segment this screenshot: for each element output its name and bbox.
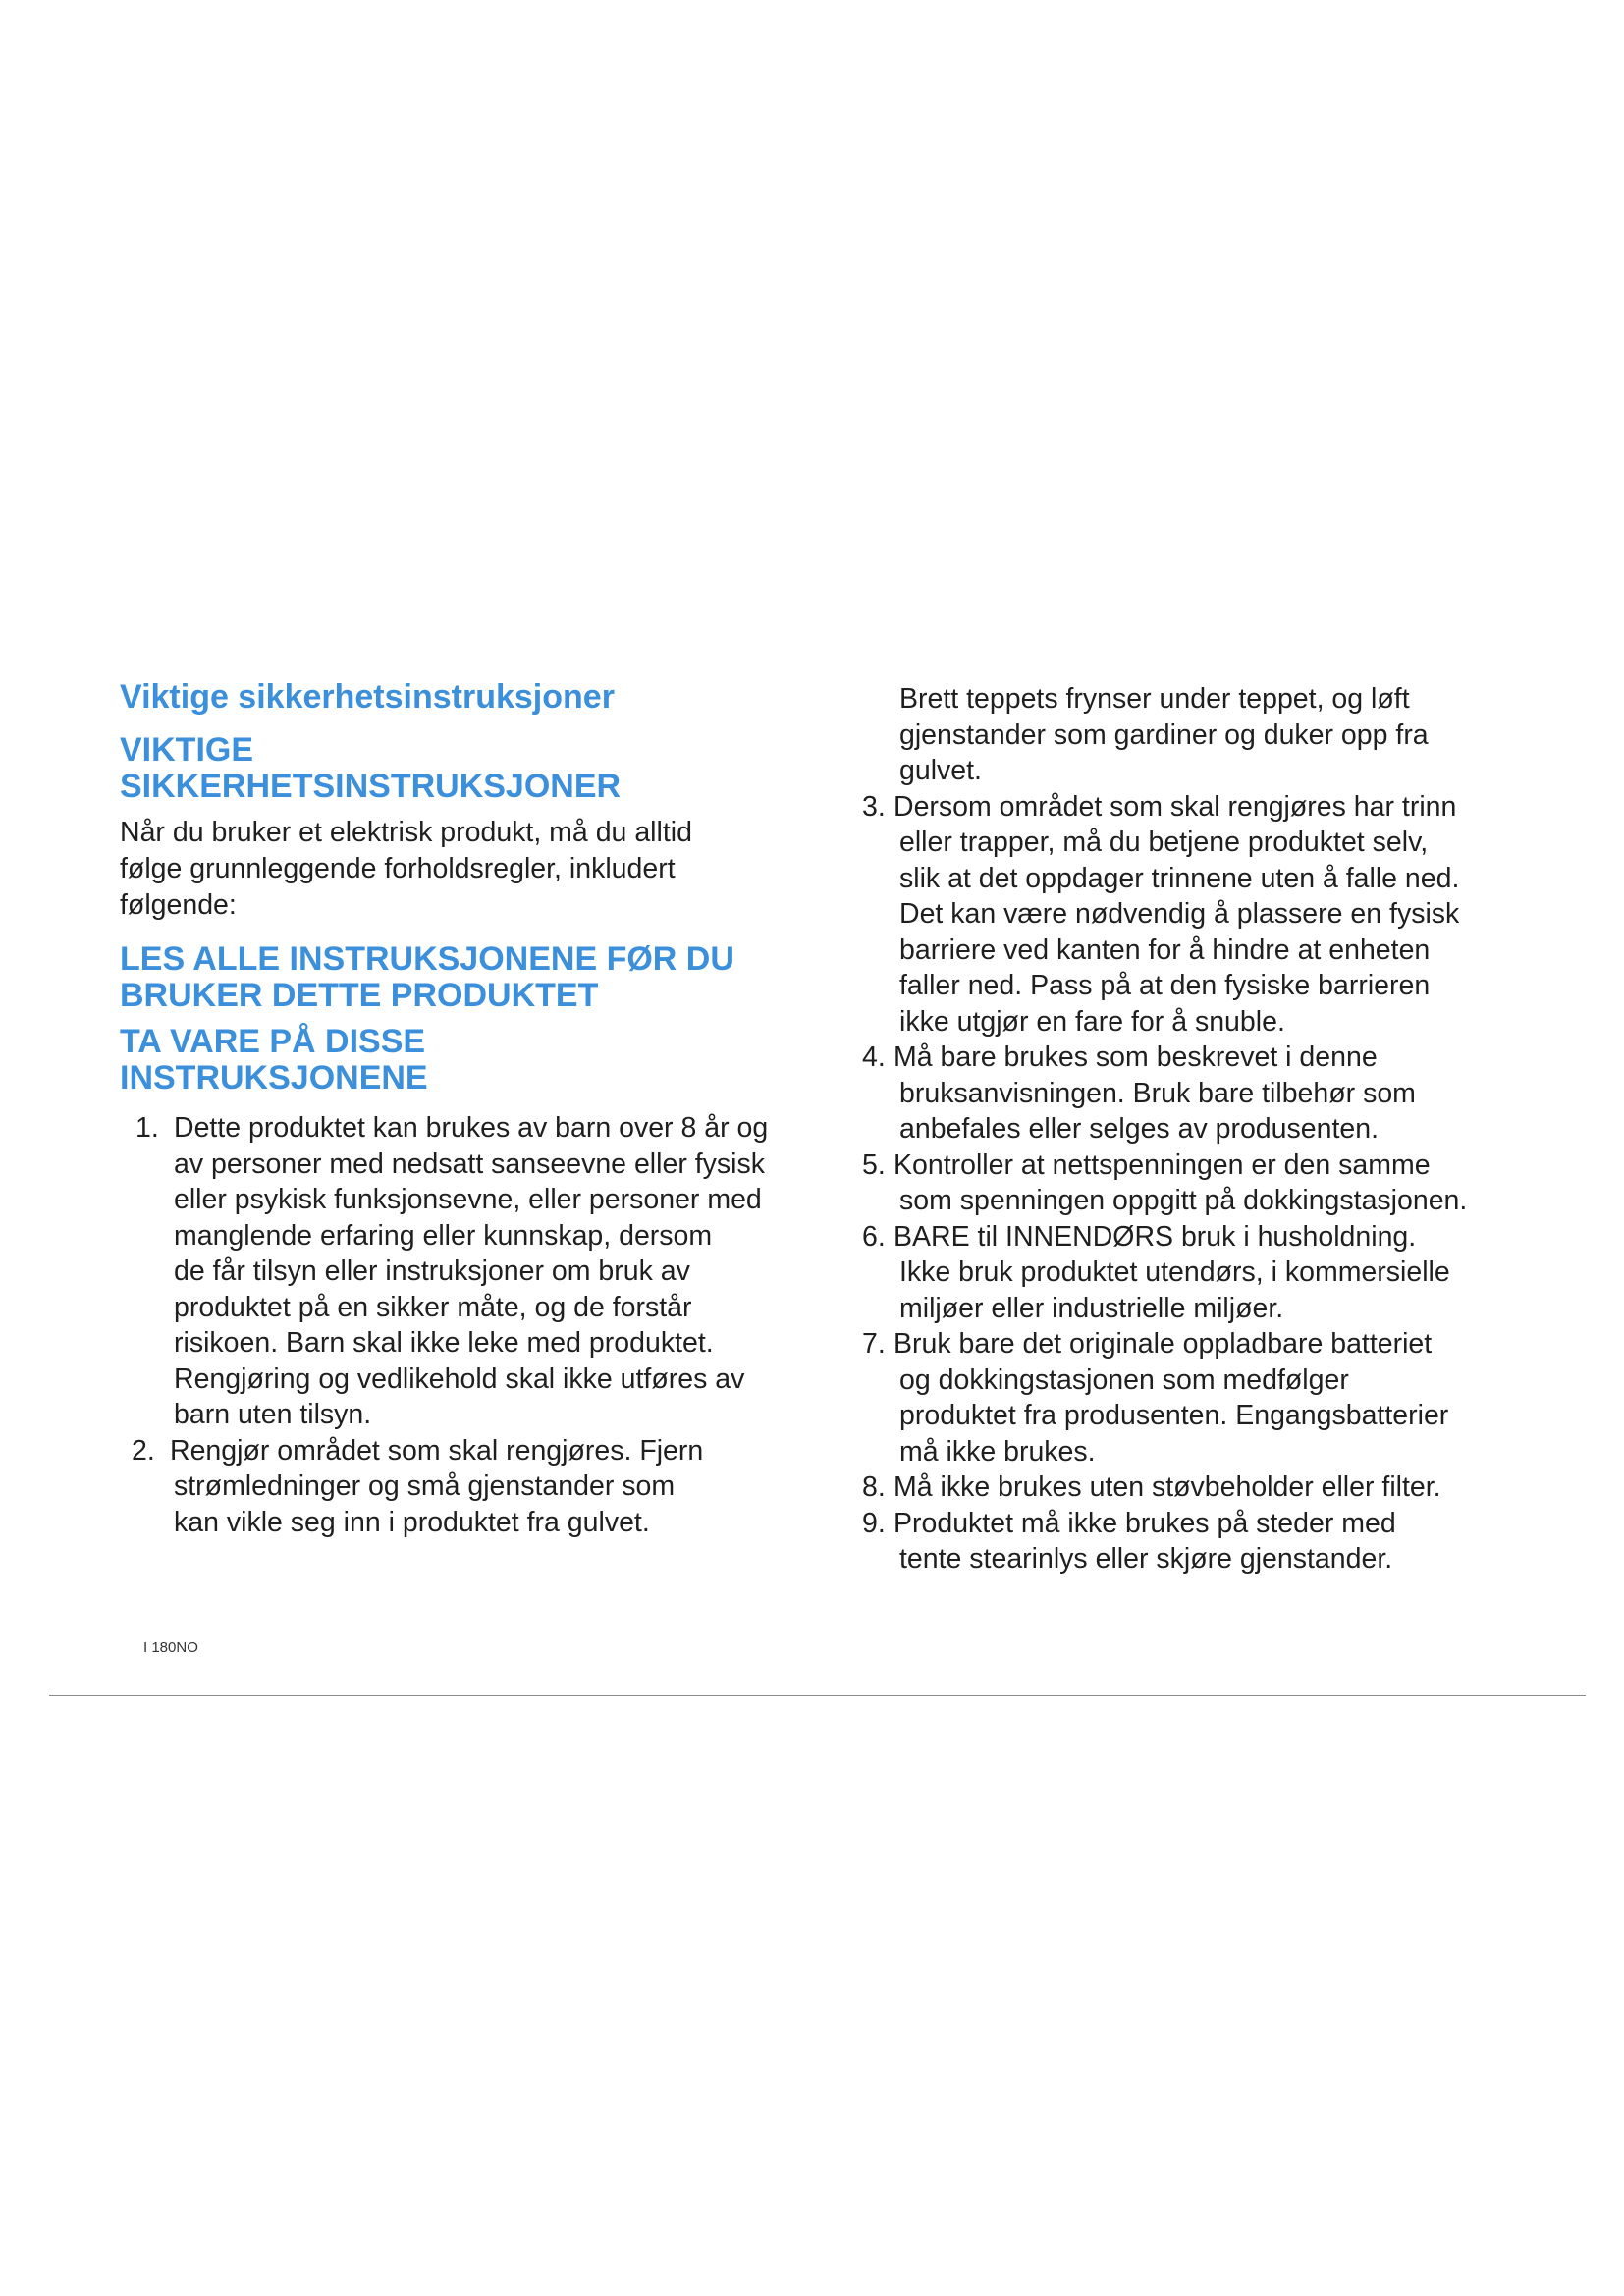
item-line: må ikke brukes. [899, 1435, 1096, 1468]
item-line: manglende erfaring eller kunnskap, dersom [174, 1219, 713, 1252]
footer-divider [49, 1695, 1586, 1696]
heading-line: VIKTIGE [120, 731, 254, 769]
item-line: faller ned. Pass på at den fysiske barrieren [899, 970, 1431, 1001]
heading-save-instructions [120, 1024, 807, 1096]
item-line: produktet fra produsenten. Engangsbatterier [899, 1400, 1449, 1431]
item-line: Brett teppets frynser under teppet, og løft [899, 683, 1410, 715]
item-number: 8. [862, 1471, 886, 1503]
item-line: eller psykisk funksjonsevne, eller personer med [174, 1184, 762, 1215]
item-line: bruksanvisningen. Bruk bare tilbehør som [899, 1077, 1416, 1109]
list-item [862, 1148, 1549, 1219]
item-line: av personer med nedsatt sanseevne eller fysisk [174, 1148, 765, 1180]
heading-line: LES ALLE INSTRUKSJONENE FØR DU [120, 940, 734, 978]
item-number: 5. [862, 1148, 886, 1181]
item-number: 1. [135, 1112, 159, 1144]
item-number: 9. [862, 1507, 886, 1539]
item-number: 7. [862, 1328, 886, 1360]
list-item [120, 1433, 807, 1541]
item-line: de får tilsyn eller instruksjoner om bruk av [174, 1255, 690, 1287]
item-line: miljøer eller industrielle miljøer. [899, 1292, 1284, 1324]
list-item [120, 1110, 807, 1433]
item-line: Rengjøring og vedlikehold skal ikke utføres av [174, 1362, 745, 1395]
item-line: tente stearinlys eller skjøre gjenstander. [899, 1543, 1393, 1575]
item-line: Kontroller at nettspenningen er den samme [893, 1148, 1431, 1181]
intro-paragraph [120, 815, 807, 924]
item-number: 4. [862, 1041, 886, 1073]
right-column [862, 681, 1549, 1577]
item-line: risikoen. Barn skal ikke leke med produktet. [174, 1327, 714, 1359]
item-line: Produktet må ikke brukes på steder med [893, 1507, 1396, 1539]
instruction-list-left [120, 1110, 807, 1540]
heading-line: SIKKERHETSINSTRUKSJONER [120, 768, 622, 805]
item-line: Må bare brukes som beskrevet i denne [893, 1041, 1378, 1073]
item-line: barriere ved kanten for å hindre at enheten [899, 934, 1431, 966]
item-2-continuation [862, 681, 1549, 789]
heading-important-safety [120, 732, 807, 805]
list-item [862, 1040, 1549, 1148]
item-line: produktet på en sikker måte, og de forstår [174, 1291, 692, 1323]
heading-line: BRUKER DETTE PRODUKTET [120, 977, 599, 1014]
item-number: 3. [862, 790, 886, 823]
item-line: Bruk bare det originale oppladbare batteriet [893, 1328, 1433, 1360]
intro-line: følgende: [120, 889, 237, 921]
item-line: gjenstander som gardiner og duker opp fra [899, 719, 1429, 751]
item-line: BARE til INNENDØRS bruk i husholdning. [893, 1220, 1417, 1253]
item-line: Det kan være nødvendig å plassere en fysisk [899, 898, 1460, 930]
list-item [862, 1469, 1549, 1506]
list-item [862, 1326, 1549, 1469]
item-line: barn uten tilsyn. [174, 1399, 372, 1430]
item-line: kan vikle seg inn i produktet fra gulvet. [174, 1506, 650, 1538]
item-line: anbefales eller selges av produsenten. [899, 1113, 1379, 1145]
item-number: 2. [132, 1434, 155, 1467]
item-line: slik at det oppdager trinnene uten å falle ned. [899, 862, 1460, 894]
intro-line: Når du bruker et elektrisk produkt, må du alltid [120, 817, 692, 848]
list-item [862, 1506, 1549, 1577]
item-line: ikke utgjør en fare for å snuble. [899, 1005, 1285, 1038]
list-item [862, 789, 1549, 1041]
heading-line: TA VARE PÅ DISSE [120, 1023, 426, 1060]
left-column [120, 677, 807, 1540]
item-line: eller trapper, må du betjene produktet selv, [899, 827, 1429, 858]
item-line: Må ikke brukes uten støvbeholder eller filter. [893, 1471, 1441, 1503]
item-line: strømledninger og små gjenstander som [174, 1470, 676, 1502]
item-number: 6. [862, 1220, 886, 1253]
item-line: og dokkingstasjonen som medfølger [899, 1363, 1349, 1396]
section-title: Viktige sikkerhetsinstruksjoner [120, 678, 615, 716]
instruction-list-right [862, 789, 1549, 1577]
item-line: Rengjør området som skal rengjøres. Fjern [170, 1434, 704, 1467]
intro-line: følge grunnleggende forholdsregler, inkludert [120, 853, 676, 884]
item-line: gulvet. [899, 755, 982, 786]
item-line: Ikke bruk produktet utendørs, i kommersielle [899, 1256, 1450, 1288]
heading-line: INSTRUKSJONENE [120, 1059, 428, 1096]
item-line: Dersom området som skal rengjøres har trinn [893, 790, 1457, 823]
list-item [862, 1219, 1549, 1327]
heading-read-all [120, 941, 807, 1014]
item-line: Dette produktet kan brukes av barn over 8 år og [174, 1112, 769, 1144]
page-number: I 180NO [143, 1639, 198, 1656]
item-line: som spenningen oppgitt på dokkingstasjonen. [899, 1185, 1468, 1216]
